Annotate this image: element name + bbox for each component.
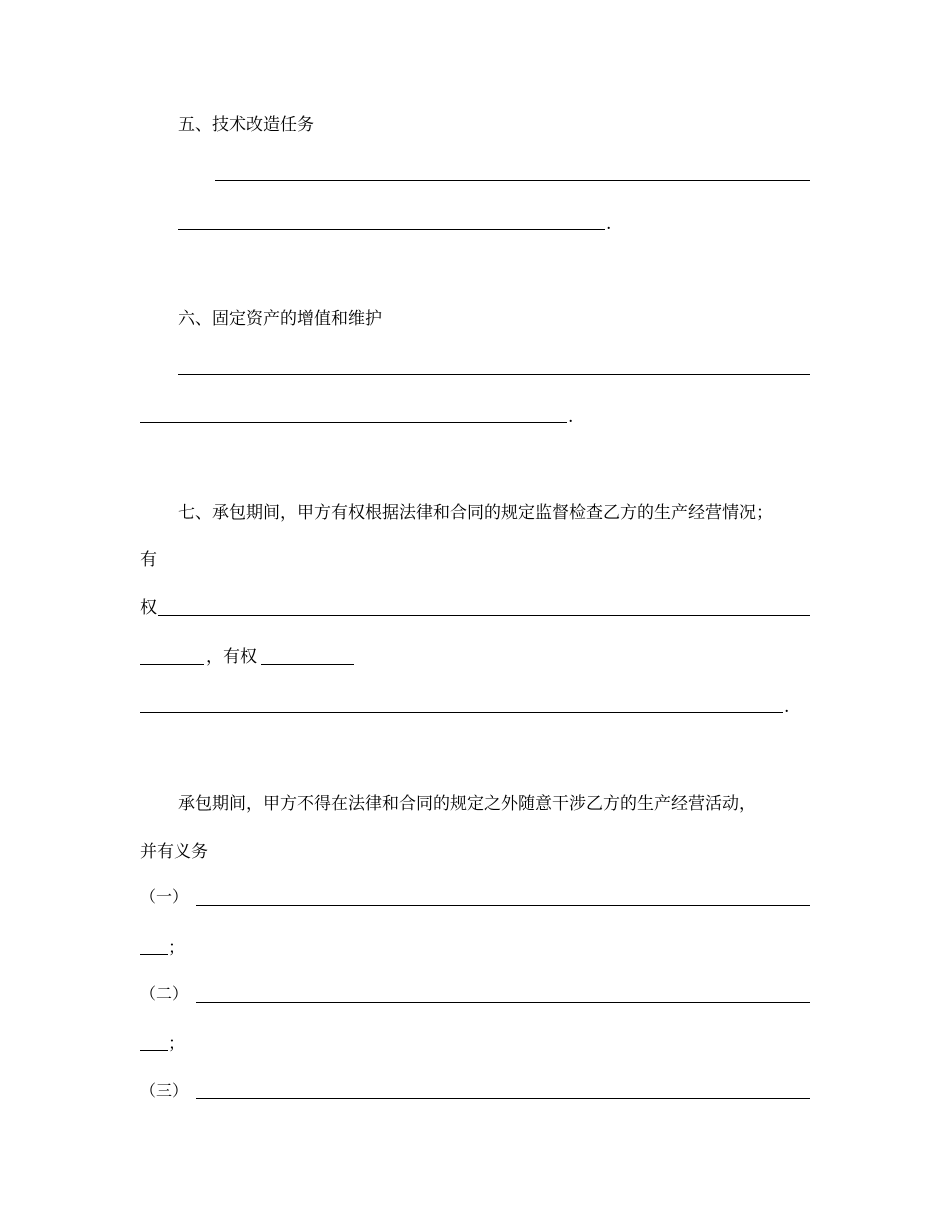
- section-6-heading: 六、固定资产的增值和维护: [178, 309, 382, 329]
- period: .: [606, 214, 612, 234]
- item-label-2: （二）: [140, 984, 189, 1003]
- fill-in-line[interactable]: [140, 664, 204, 665]
- fill-in-line[interactable]: [178, 229, 605, 230]
- item-label-1: （一）: [140, 887, 189, 906]
- fill-in-line[interactable]: [140, 1050, 168, 1051]
- fill-in-line[interactable]: [196, 1002, 810, 1003]
- fill-in-line[interactable]: [140, 422, 567, 423]
- period: .: [784, 697, 790, 717]
- fill-in-line[interactable]: [178, 374, 810, 375]
- fill-in-line[interactable]: [261, 664, 354, 665]
- item-end-2: ；: [168, 1034, 185, 1054]
- fill-in-line[interactable]: [140, 954, 168, 955]
- fill-in-line[interactable]: [158, 615, 810, 616]
- fill-in-line[interactable]: [215, 180, 810, 181]
- item-label-3: （三）: [140, 1081, 189, 1100]
- section-7-line-2: 有: [140, 550, 157, 570]
- section-7-line-1: 七、承包期间，甲方有权根据法律和合同的规定监督检查乙方的生产经营情况；: [178, 503, 773, 523]
- section-7-line-4-text: ，有权: [206, 647, 257, 667]
- fill-in-line[interactable]: [140, 712, 783, 713]
- section-5-heading: 五、技术改造任务: [178, 115, 314, 135]
- obligations-line-1: 承包期间，甲方不得在法律和合同的规定之外随意干涉乙方的生产经营活动，: [178, 794, 756, 814]
- period: .: [568, 407, 574, 427]
- item-end-1: ；: [168, 938, 185, 958]
- section-7-line-3-prefix: 权: [140, 598, 157, 618]
- fill-in-line[interactable]: [196, 905, 810, 906]
- obligations-line-2: 并有义务: [140, 842, 208, 862]
- fill-in-line[interactable]: [196, 1098, 810, 1099]
